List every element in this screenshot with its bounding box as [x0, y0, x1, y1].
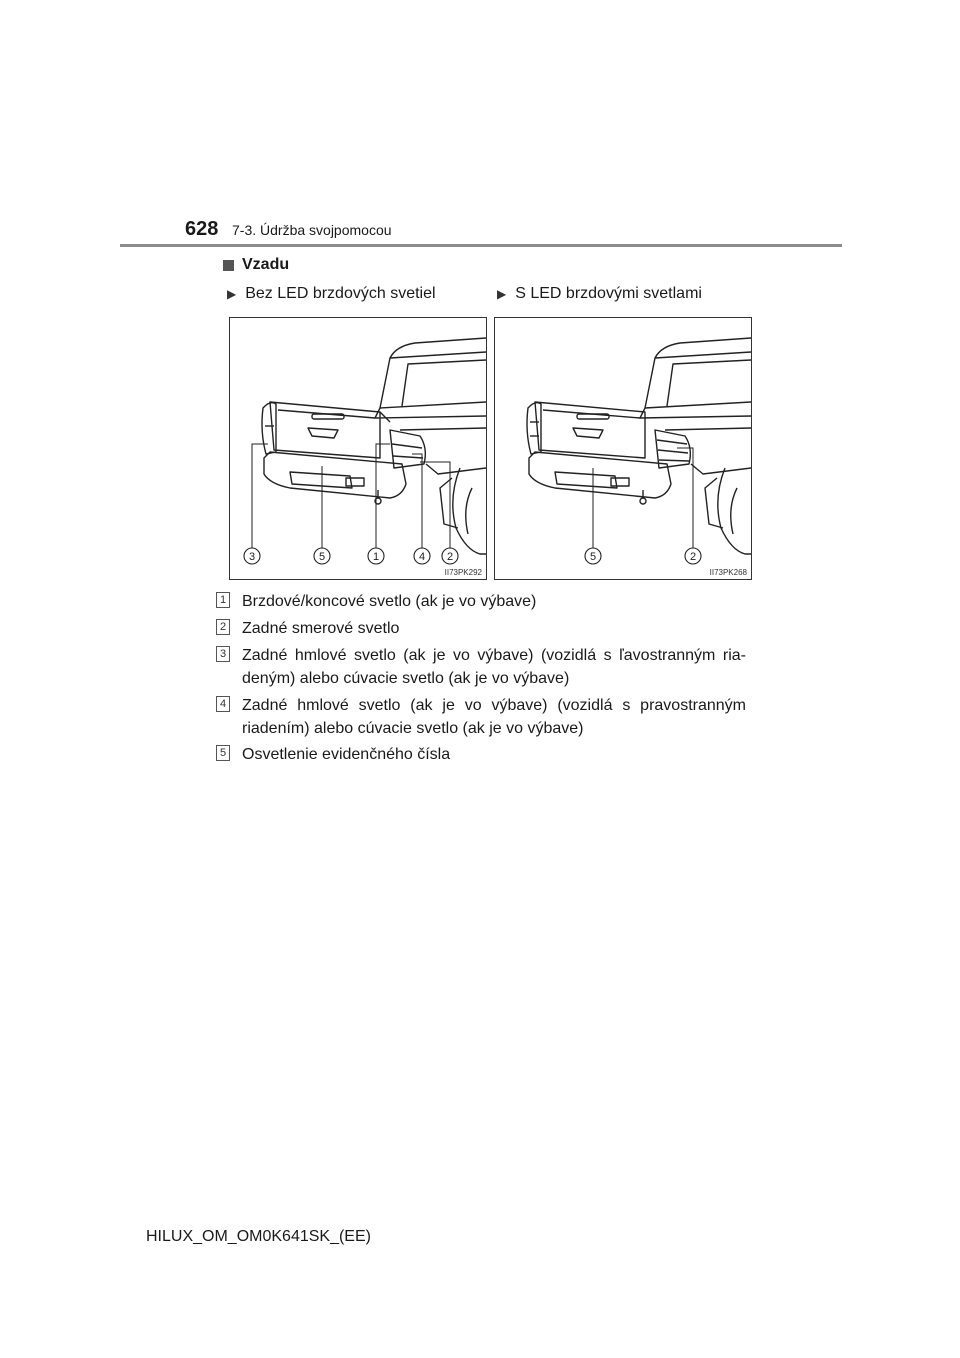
- legend-text: Osvetlenie evidenčného čísla: [242, 746, 451, 763]
- truck-rear-illustration: [495, 318, 751, 579]
- callout-5: 5: [318, 551, 326, 563]
- variant-label-without-led: [227, 285, 436, 303]
- callout-1: 1: [372, 551, 380, 563]
- callout-2: 2: [689, 551, 697, 563]
- page-number: 628: [185, 218, 219, 240]
- legend-number: 4: [216, 696, 230, 712]
- truck-rear-illustration: [230, 318, 486, 579]
- callout-4: 4: [418, 551, 426, 563]
- legend-text: Zadné smerové svetlo: [242, 620, 400, 637]
- variant-text: Bez LED brzdových svetiel: [245, 285, 436, 302]
- variant-text: S LED brzdovými svetlami: [515, 285, 702, 302]
- legend-text: Brzdové/koncové svetlo (ak je vo výbave): [242, 593, 537, 610]
- callout-3: 3: [248, 551, 256, 563]
- callout-5: 5: [589, 551, 597, 563]
- legend-text: Zadné hmlové svetlo (ak je vo výbave) (vozidlá s pravostranným riadením) alebo cúvacie svetlo (ak je vo výbave): [242, 697, 746, 737]
- figure-code: II73PK268: [709, 568, 747, 577]
- header-divider: [120, 244, 842, 247]
- triangle-bullet-icon: ▶: [227, 287, 237, 301]
- figure-rear-no-led: [229, 317, 487, 580]
- legend-number: 2: [216, 619, 230, 635]
- section-title: 7-3. Údržba svojpomocou: [232, 222, 392, 238]
- document-footer: HILUX_OM_OM0K641SK_(EE): [146, 1228, 371, 1245]
- legend-text: Zadné hmlové svetlo (ak je vo výbave) (vozidlá s ľavostranným ria-deným) alebo cúvacie svetlo (ak je vo výbave): [242, 647, 746, 687]
- section-heading: [223, 256, 289, 274]
- legend-number: 5: [216, 745, 230, 761]
- legend-number: 1: [216, 592, 230, 608]
- variant-label-with-led: [497, 285, 702, 303]
- triangle-bullet-icon: ▶: [497, 287, 507, 301]
- legend-number: 3: [216, 646, 230, 662]
- heading-text: Vzadu: [242, 256, 290, 273]
- callout-2: 2: [446, 551, 454, 563]
- figure-rear-with-led: [494, 317, 752, 580]
- square-bullet-icon: [223, 260, 234, 271]
- figure-code: II73PK292: [444, 568, 482, 577]
